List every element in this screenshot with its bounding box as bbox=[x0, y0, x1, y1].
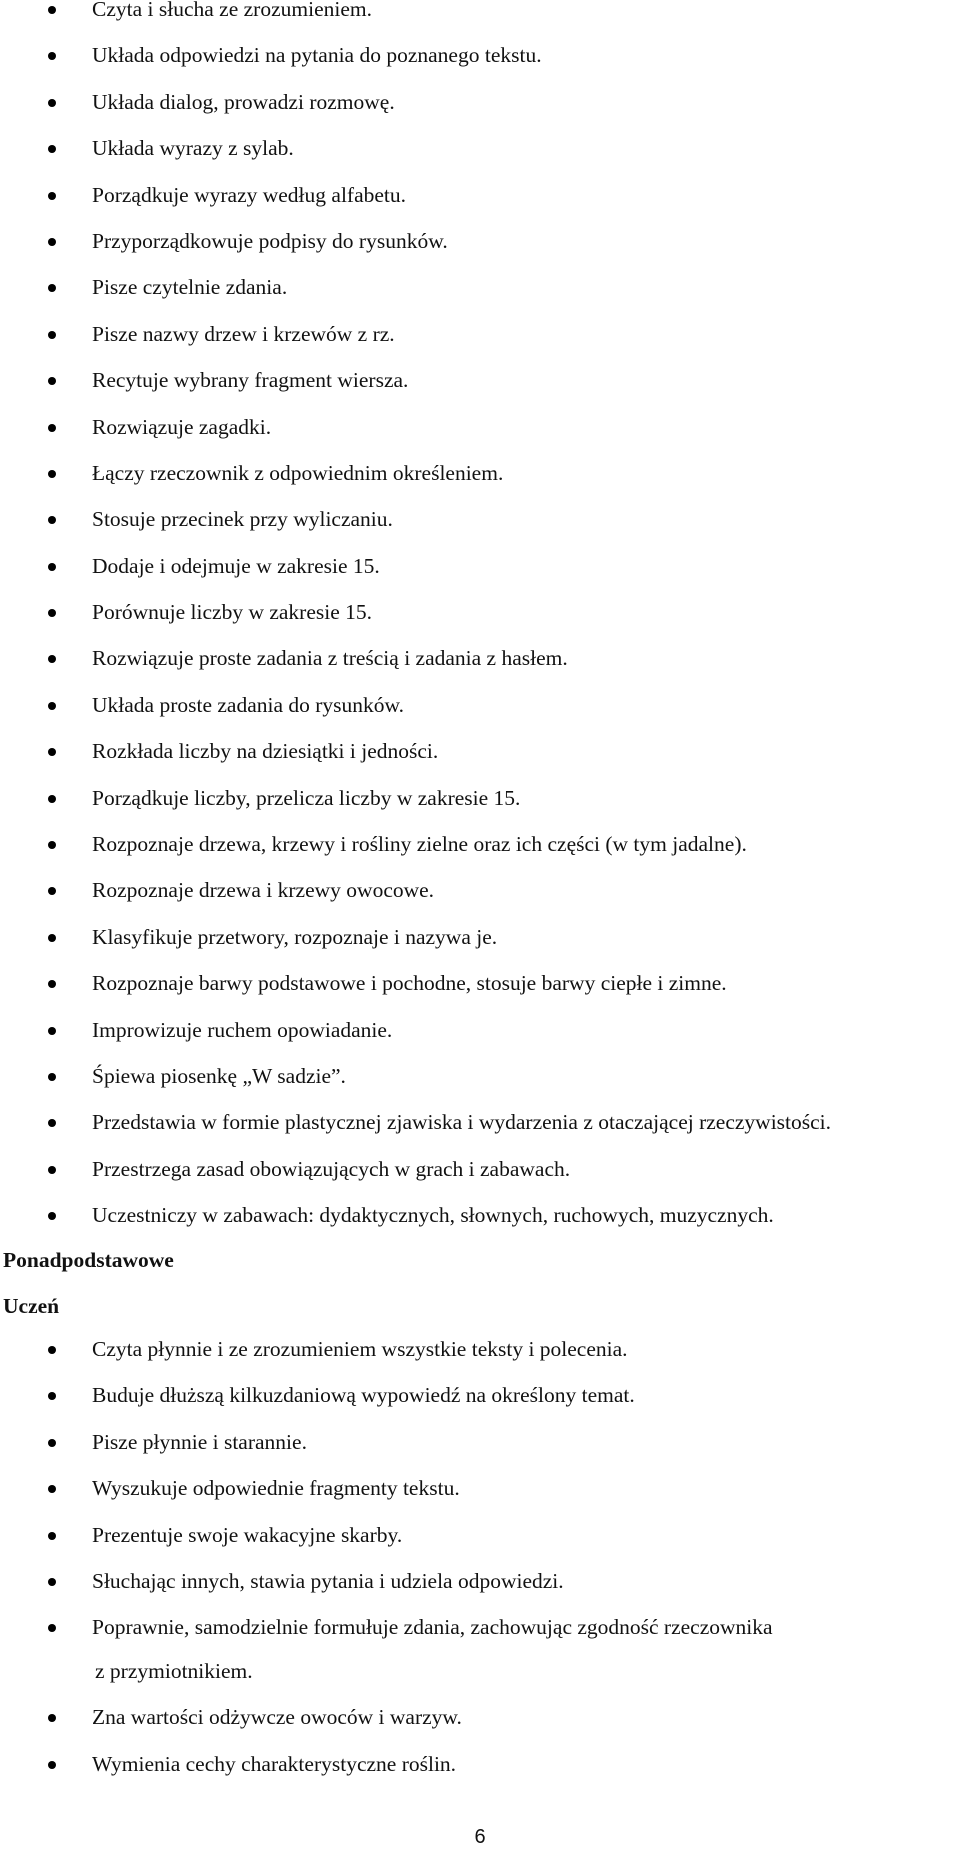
list-item bbox=[0, 692, 960, 741]
list-item-text: Pisze płynnie i starannie. bbox=[92, 1429, 307, 1454]
list-item bbox=[0, 45, 960, 91]
list-item bbox=[0, 1751, 960, 1800]
list-item bbox=[0, 1205, 960, 1251]
bullet-icon bbox=[48, 1761, 56, 1769]
list-item-text: Czyta płynnie i ze zrozumieniem wszystkie teksty i polecenia. bbox=[92, 1337, 628, 1361]
list-item-text: Przedstawia w formie plastycznej zjawiska i wydarzenia z otaczającej rzeczywistości. bbox=[92, 1110, 832, 1135]
list-item-text: Zna wartości odżywcze owoców i warzyw. bbox=[92, 1705, 462, 1730]
list-item bbox=[0, 1478, 960, 1524]
list-item-text: Rozpoznaje drzewa i krzewy owocowe. bbox=[92, 878, 435, 903]
bullet-icon bbox=[48, 563, 56, 571]
section-heading-student: Uczeń bbox=[3, 1294, 60, 1318]
bullet-icon bbox=[48, 331, 56, 339]
list-item-text: Porównuje liczby w zakresie 15. bbox=[92, 600, 373, 625]
list-item bbox=[0, 509, 960, 555]
advanced-skills-list bbox=[0, 1339, 960, 1800]
list-item-text-continuation: z przymiotnikiem. bbox=[95, 1659, 253, 1684]
list-item bbox=[0, 89, 960, 138]
bullet-icon bbox=[48, 238, 56, 246]
bullet-icon bbox=[48, 1346, 56, 1354]
list-item-text: Łączy rzeczownik z odpowiednim określeniem. bbox=[92, 460, 504, 485]
list-item bbox=[0, 277, 960, 323]
list-item bbox=[0, 880, 960, 926]
list-item-text: Przyporządkowuje podpisy do rysunków. bbox=[92, 228, 448, 253]
list-item-text: Porządkuje liczby, przelicza liczby w zakresie 15. bbox=[92, 785, 521, 810]
bullet-icon bbox=[48, 1119, 56, 1127]
list-item-text: Poprawnie, samodzielnie formułuje zdania, zachowując zgodność rzeczownika bbox=[92, 1615, 773, 1640]
list-item-text: Stosuje przecinek przy wyliczaniu. bbox=[92, 507, 393, 532]
list-item-text: Uczestniczy w zabawach: dydaktycznych, słownych, ruchowych, muzycznych. bbox=[92, 1203, 774, 1228]
list-item bbox=[0, 741, 960, 787]
bullet-icon bbox=[48, 1073, 56, 1081]
bullet-icon bbox=[48, 980, 56, 988]
list-item bbox=[0, 834, 960, 880]
list-item bbox=[0, 460, 960, 509]
list-item-text: Klasyfikuje przetwory, rozpoznaje i nazywa je. bbox=[92, 924, 498, 949]
list-item bbox=[0, 414, 960, 463]
list-item bbox=[0, 1385, 960, 1431]
list-item bbox=[0, 648, 960, 694]
list-item bbox=[0, 1156, 960, 1205]
list-item-text: Układa wyrazy z sylab. bbox=[92, 136, 294, 161]
bullet-icon bbox=[48, 1714, 56, 1722]
bullet-icon bbox=[48, 1212, 56, 1220]
list-item-text: Recytuje wybrany fragment wiersza. bbox=[92, 368, 409, 393]
list-item bbox=[0, 1063, 960, 1112]
list-item bbox=[0, 973, 960, 1019]
list-item bbox=[0, 924, 960, 973]
list-item-text: Przestrzega zasad obowiązujących w grach i zabawach. bbox=[92, 1156, 571, 1181]
bullet-icon bbox=[48, 6, 56, 14]
list-item-text: Układa dialog, prowadzi rozmowę. bbox=[92, 89, 395, 114]
bullet-icon bbox=[48, 516, 56, 524]
bullet-icon bbox=[48, 1392, 56, 1400]
list-item bbox=[0, 1522, 960, 1571]
list-item-text: Czyta i słucha ze zrozumieniem. bbox=[92, 0, 372, 21]
list-item-text: Rozwiązuje zagadki. bbox=[92, 414, 272, 439]
list-item-text: Prezentuje swoje wakacyjne skarby. bbox=[92, 1522, 403, 1547]
list-item-text: Rozwiązuje proste zadania z treścią i zadania z hasłem. bbox=[92, 646, 568, 671]
page-number: 6 bbox=[474, 1826, 486, 1848]
list-item-text: Pisze nazwy drzew i krzewów z rz. bbox=[92, 321, 395, 346]
list-item-text: Wyszukuje odpowiednie fragmenty tekstu. bbox=[92, 1476, 460, 1501]
list-item-text: Pisze czytelnie zdania. bbox=[92, 275, 288, 300]
bullet-icon bbox=[48, 424, 56, 432]
list-item bbox=[0, 553, 960, 602]
list-item bbox=[0, 1017, 960, 1066]
bullet-icon bbox=[48, 702, 56, 710]
bullet-icon bbox=[48, 52, 56, 60]
bullet-icon bbox=[48, 795, 56, 803]
bullet-icon bbox=[48, 1578, 56, 1586]
list-item-text: Wymienia cechy charakterystyczne roślin. bbox=[92, 1751, 457, 1776]
list-item-text: Układa proste zadania do rysunków. bbox=[92, 692, 405, 717]
list-item-text: Rozpoznaje barwy podstawowe i pochodne, stosuje barwy ciepłe i zimne. bbox=[92, 971, 727, 996]
list-item bbox=[0, 1617, 960, 1707]
bullet-icon bbox=[48, 748, 56, 756]
list-item-text: Śpiewa piosenkę „W sadzie”. bbox=[92, 1063, 346, 1088]
list-item bbox=[0, 0, 960, 45]
list-item-text: Dodaje i odejmuje w zakresie 15. bbox=[92, 553, 380, 578]
bullet-icon bbox=[48, 887, 56, 895]
bullet-icon bbox=[48, 284, 56, 292]
list-item-text: Porządkuje wyrazy według alfabetu. bbox=[92, 182, 407, 207]
bullet-icon bbox=[48, 655, 56, 663]
bullet-icon bbox=[48, 1624, 56, 1632]
bullet-icon bbox=[48, 377, 56, 385]
bullet-icon bbox=[48, 609, 56, 617]
bullet-icon bbox=[48, 1027, 56, 1035]
list-item bbox=[0, 602, 960, 648]
list-item bbox=[0, 321, 960, 370]
bullet-icon bbox=[48, 470, 56, 478]
bullet-icon bbox=[48, 934, 56, 942]
bullet-icon bbox=[48, 1166, 56, 1174]
list-item-text: Rozpoznaje drzewa, krzewy i rośliny zielne oraz ich części (w tym jadalne). bbox=[92, 832, 747, 857]
list-item bbox=[0, 228, 960, 277]
bullet-icon bbox=[48, 145, 56, 153]
section-heading-level: Ponadpodstawowe bbox=[3, 1248, 174, 1272]
bullet-icon bbox=[48, 192, 56, 200]
list-item bbox=[0, 1707, 960, 1753]
list-item-text: Układa odpowiedzi na pytania do poznanego tekstu. bbox=[92, 43, 542, 68]
list-item bbox=[0, 138, 960, 184]
list-item-text: Buduje dłuższą kilkuzdaniową wypowiedź na określony temat. bbox=[92, 1383, 635, 1408]
list-item-text: Improwizuje ruchem opowiadanie. bbox=[92, 1017, 393, 1042]
list-item bbox=[0, 785, 960, 834]
list-item bbox=[0, 1429, 960, 1478]
list-item bbox=[0, 1339, 960, 1385]
list-item bbox=[0, 1112, 960, 1158]
bullet-icon bbox=[48, 1439, 56, 1447]
bullet-icon bbox=[48, 841, 56, 849]
bullet-icon bbox=[48, 99, 56, 107]
list-item-text: Rozkłada liczby na dziesiątki i jedności. bbox=[92, 739, 439, 764]
bullet-icon bbox=[48, 1532, 56, 1540]
list-item bbox=[0, 182, 960, 231]
list-item bbox=[0, 370, 960, 416]
bullet-icon bbox=[48, 1485, 56, 1493]
list-item-text: Słuchając innych, stawia pytania i udziela odpowiedzi. bbox=[92, 1568, 564, 1593]
list-item bbox=[0, 1568, 960, 1617]
